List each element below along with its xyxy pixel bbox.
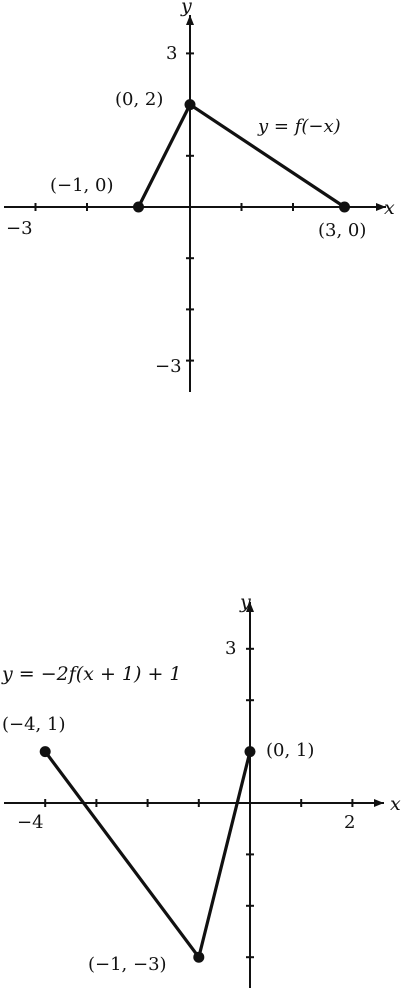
g2-y-axis-label: y	[240, 591, 251, 613]
g2-point-label: (−4, 1)	[2, 714, 66, 735]
g1-data-point	[339, 202, 350, 213]
g2-data-point	[245, 746, 256, 757]
g2-x-tick-label-right: 2	[344, 812, 356, 833]
g1-point-label: (0, 2)	[115, 89, 164, 110]
g2-data-point	[193, 952, 204, 963]
g1-point-label: (3, 0)	[318, 220, 367, 241]
g1-y-axis-label: y	[181, 0, 192, 17]
g2-x-axis-arrow	[374, 799, 384, 807]
g1-y-tick-label-top: 3	[166, 43, 178, 64]
g1-data-point	[133, 202, 144, 213]
g1-y-tick-label-bottom: −3	[155, 356, 182, 377]
g2-data-point	[40, 746, 51, 757]
g2-x-axis-label: x	[390, 793, 401, 815]
g2-point-label: (0, 1)	[266, 740, 315, 761]
g1-data-point	[185, 99, 196, 110]
g1-equation-label: y = f(−x)	[258, 116, 341, 137]
g2-equation-label: y = −2f(x + 1) + 1	[2, 663, 182, 685]
g2-point-label: (−1, −3)	[88, 954, 167, 975]
g2-series-line	[45, 752, 250, 958]
g1-x-tick-label-left: −3	[6, 218, 33, 239]
g1-x-axis-label: x	[384, 197, 395, 219]
g2-y-tick-label-top: 3	[225, 638, 237, 659]
g2-x-tick-label-left: −4	[17, 812, 44, 833]
g1-point-label: (−1, 0)	[50, 175, 114, 196]
